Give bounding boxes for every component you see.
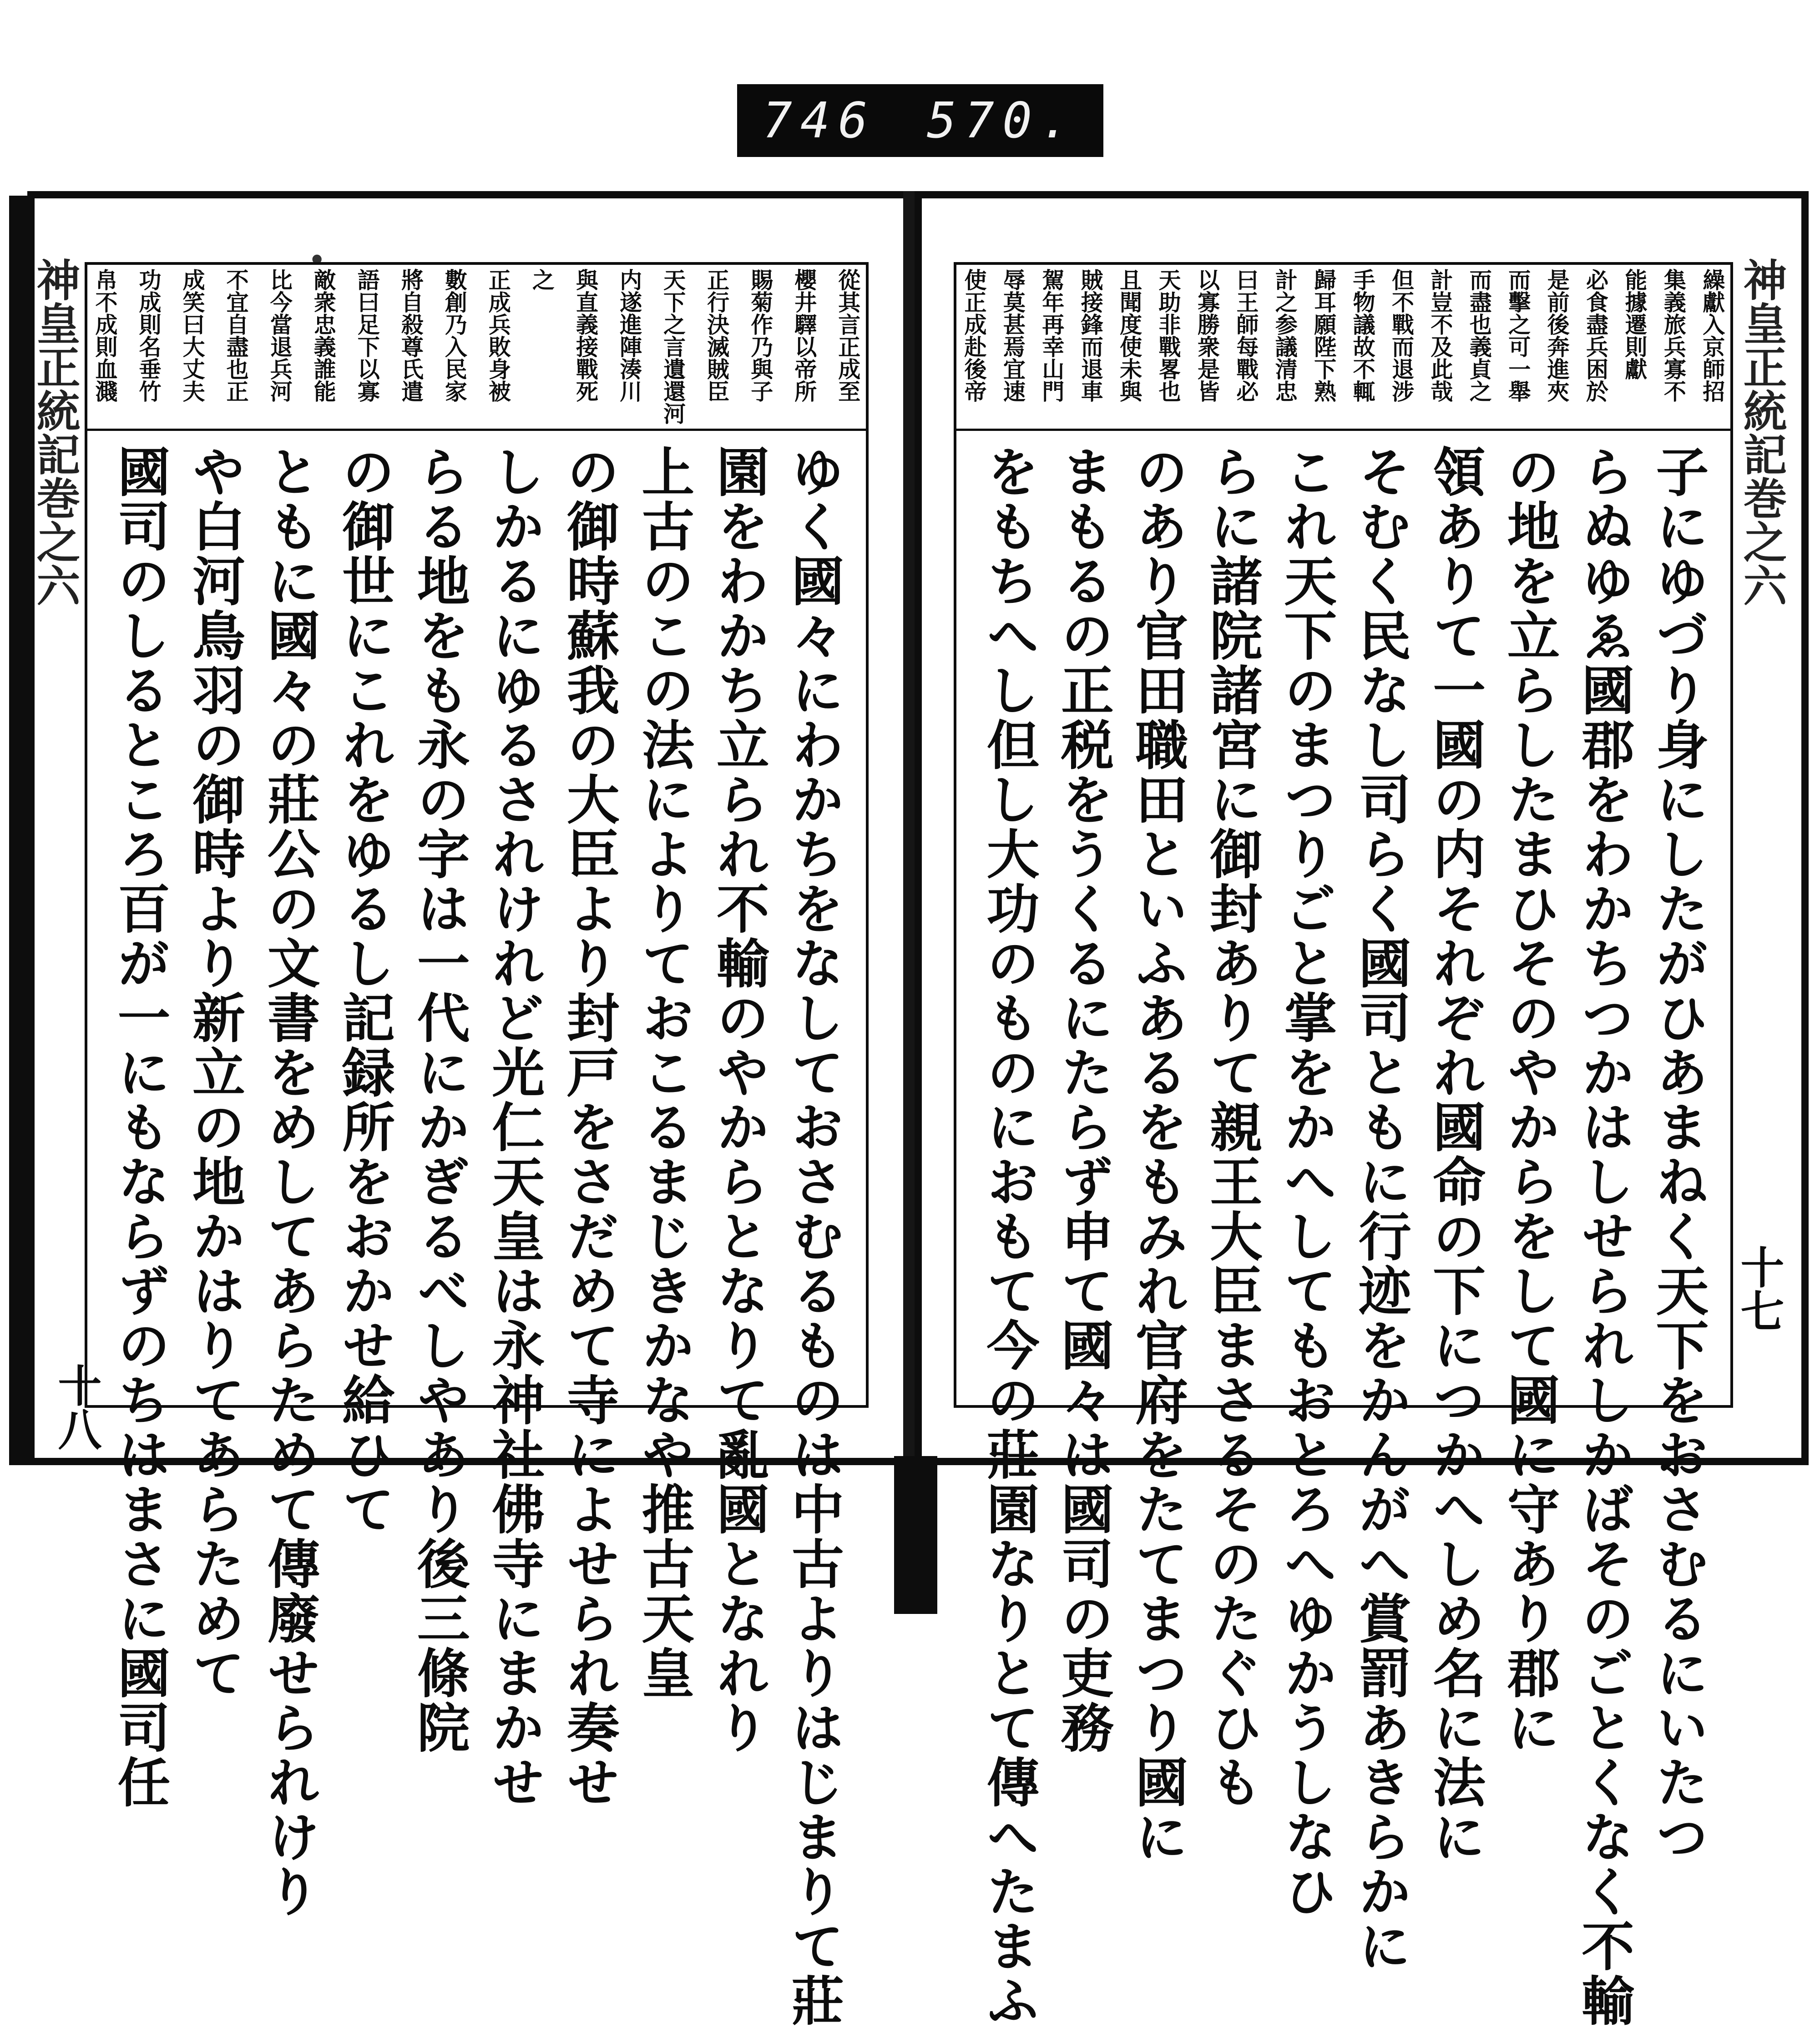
text-column: の地を立らしたまひそのやからをして國に守あり郡に [1498, 445, 1561, 1755]
headnote-line: 曰王師每戰必 [1233, 268, 1259, 402]
headnote-line: 帛不成則血濺 [92, 268, 118, 402]
text-column: の御時蘇我の大臣より封戸をさだめて寺によせられ奏せ [558, 445, 620, 1810]
headnote-divider [956, 429, 1730, 431]
text-column: や白河鳥羽の御時より新立の地かはりてあらためて [183, 445, 246, 1700]
text-column: ともに國々の莊公の文書をめしてあらためて傳廢せられけり [258, 445, 321, 1919]
headnote-line: 從其言正成至 [834, 268, 861, 402]
binding-strip [894, 1456, 937, 1614]
text-column: らぬゆゑ國郡をわかちつかはしせられしかばそのごとくなく不輸 [1572, 445, 1635, 2028]
headnote-line: 歸耳願陛下熟 [1310, 268, 1337, 402]
headnote-line: 辱莫甚焉宜速 [1000, 268, 1026, 402]
headnote-line: 與直義接戰死 [572, 268, 599, 402]
left-page [27, 191, 917, 2028]
right-page-number: 十七 [1734, 1245, 1785, 1332]
headnote-line: 必食盡兵困於 [1582, 268, 1609, 402]
headnote-line: 語曰足下以寡 [354, 268, 381, 402]
headnote-line: 但不戰而退涉 [1388, 268, 1415, 402]
headnote-line: 正成兵敗身被 [485, 268, 512, 402]
headnote-line: 比今當退兵河 [267, 268, 293, 402]
shelfmark-left: 746 [762, 92, 876, 149]
right-page [915, 191, 1809, 2028]
right-text-frame [954, 262, 1733, 2028]
text-column: らる地をも永の字は一代にかぎるべしやあり後三條院 [408, 445, 470, 1755]
headnote-line: 將自殺尊氏遣 [398, 268, 425, 402]
headnote-line: 是前後奔進夾 [1544, 268, 1571, 402]
headnote-line: 使正成赴後帝 [961, 268, 987, 402]
left-body-text [106, 445, 848, 2028]
text-column: の御世にこれをゆるし記録所をおかせ給ひて [333, 445, 395, 1537]
headnote-line: 之 [529, 268, 556, 291]
left-running-head: 神皇正統記巻之六 [30, 258, 81, 607]
headnote-line: 且聞度使未與 [1116, 268, 1143, 402]
text-column: そむく民なし司らく國司ともに行迹をかんがへ賞罰あきらかに [1350, 445, 1412, 1973]
text-column: のあり官田職田といふあるをもみれ官府をたてまつり國に [1126, 445, 1188, 1864]
left-text-frame [85, 262, 869, 2028]
headnote-line: 數創乃入民家 [441, 268, 468, 402]
headnote-line: 賊接鋒而退車 [1077, 268, 1104, 402]
right-body-text [975, 445, 1712, 2028]
text-column: らに諸院諸宮に御封ありて親王大臣まさるそのたぐひも [1201, 445, 1263, 1810]
headnote-line: 而擊之可一舉 [1505, 268, 1532, 402]
right-headnotes [960, 268, 1727, 428]
left-page-number: 十八 [51, 1363, 102, 1451]
headnote-line: 敵衆忠義誰能 [310, 268, 337, 402]
right-running-head: 神皇正統記巻之六 [1736, 258, 1788, 607]
headnote-line: 而盡也義貞之 [1466, 268, 1493, 402]
text-column: しかるにゆるされけれど光仁天皇は永神社佛寺にまかせ [483, 445, 545, 1810]
headnote-line: 駕年再幸山門 [1038, 268, 1065, 402]
text-column: をもちへし但し大功のものにおもて今の莊園なりとて傳へたまふ [978, 445, 1040, 2028]
headnote-line: 天下之言遺還河 [660, 268, 687, 425]
headnote-line: 賜菊作乃與子 [747, 268, 774, 402]
shelfmark-right: 570. [926, 92, 1078, 149]
headnote-line: 不宜自盡也正 [223, 268, 250, 402]
text-column: 國司のしるところ百が一にもならずのちはまさに國司任 [109, 445, 171, 1810]
text-column: これ天下のまつりごと掌をかへしてもおとろへゆかうしなひ [1275, 445, 1337, 1919]
text-column: 領ありて一國の内それぞれ國命の下につかへしめ名に法に [1424, 445, 1486, 1864]
headnote-line: 能據遷則獻 [1621, 268, 1648, 380]
blot-mark: • [308, 242, 327, 279]
left-headnotes [91, 268, 862, 428]
headnote-line: 正行決滅賊臣 [703, 268, 730, 402]
text-column: 園をわかち立られ不輸のやからとなりて亂國となれり [708, 445, 770, 1755]
text-column: まもるの正税をうくるにたらず申て國々は國司の吏務 [1052, 445, 1114, 1755]
headnote-line: 功成則名垂竹 [136, 268, 162, 402]
headnote-line: 集義旅兵寡不 [1660, 268, 1687, 402]
text-column: 上古のこの法によりておこるまじきかなや推古天皇 [632, 445, 695, 1700]
headnote-line: 計豈不及此哉 [1427, 268, 1454, 402]
headnote-line: 計之参議清忠 [1272, 268, 1299, 402]
headnote-line: 内遂進陣湊川 [616, 268, 643, 402]
headnote-line: 手物議故不輒 [1350, 268, 1376, 402]
headnote-line: 以寡勝衆是皆 [1194, 268, 1221, 402]
headnote-line: 成笑曰大丈夫 [179, 268, 206, 402]
headnote-line: 天助非戰畧也 [1155, 268, 1182, 402]
headnote-divider [87, 429, 866, 431]
headnote-line: 櫻井驛以帝所 [791, 268, 818, 402]
shelfmark-label [737, 84, 1103, 157]
headnote-line: 繰獻入京師招 [1699, 268, 1726, 402]
text-column: ゆく國々にわかちをなしておさむるものは中古よりはじまりて莊 [782, 445, 844, 2028]
text-column: 子にゆづり身にしたがひあまねく天下をおさむるにいたつ [1647, 445, 1709, 1864]
